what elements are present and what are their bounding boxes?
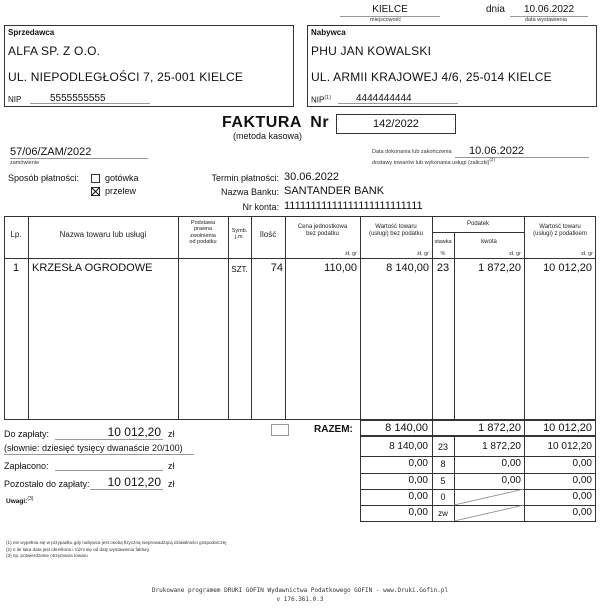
header-legal-1: Podstawa bbox=[190, 220, 216, 226]
delivery-caption-2-text: dostawy towarów lub wykonania usługi (zaliczki) bbox=[372, 159, 490, 166]
sum-divider bbox=[360, 456, 596, 457]
invoice-method: (metoda kasowa) bbox=[233, 131, 303, 141]
to-pay-label: Do zapłaty: bbox=[4, 429, 50, 439]
col-divider bbox=[524, 216, 525, 420]
header-unit-1: Symb. bbox=[231, 228, 248, 234]
bd-tax-2: 0,00 bbox=[501, 458, 521, 469]
account-number[interactable]: 11111111111111111111111111 bbox=[284, 200, 423, 212]
bd-rate-4: 0 bbox=[440, 492, 446, 502]
bd-rate-1: 23 bbox=[437, 442, 448, 452]
header-gross-2: (usługi) z podatkiem bbox=[533, 230, 587, 237]
payment-method-label: Sposób płatności: bbox=[8, 173, 80, 183]
seller-nip-field[interactable] bbox=[30, 93, 150, 104]
paid-label: Zapłacono: bbox=[4, 461, 49, 471]
transfer-label: przelew bbox=[105, 186, 137, 196]
due-date[interactable]: 30.06.2022 bbox=[284, 171, 340, 183]
place-field[interactable] bbox=[340, 4, 440, 17]
header-legal-3: zwolnienia bbox=[190, 232, 216, 239]
unit-price: zł, gr bbox=[345, 251, 357, 257]
header-legal-4: od podatku bbox=[189, 238, 217, 245]
to-pay-field[interactable] bbox=[55, 425, 163, 440]
header-legal-2: prawna bbox=[193, 226, 213, 233]
header-price-2: bez podatku bbox=[306, 230, 339, 237]
buyer-nip-label-text: NIP bbox=[311, 95, 325, 105]
bd-net-4: 0,00 bbox=[408, 491, 428, 502]
paid-currency: zł bbox=[168, 461, 175, 471]
sum-divider bbox=[595, 437, 596, 522]
buyer-heading: Nabywca bbox=[311, 28, 346, 37]
transfer-checkbox[interactable] bbox=[91, 187, 100, 196]
footnote-3: (3) np. potwierdzenie otrzymania towaru bbox=[6, 553, 88, 558]
seller-heading: Sprzedawca bbox=[8, 28, 55, 37]
row-unit: SZT. bbox=[231, 265, 248, 274]
row-lp: 1 bbox=[12, 262, 20, 274]
breakdown-grid bbox=[360, 420, 596, 522]
header-unit bbox=[228, 228, 251, 241]
header-gross-1: Wartość towaru bbox=[539, 224, 581, 230]
buyer-nip-label bbox=[311, 95, 331, 105]
cash-label: gotówka bbox=[105, 173, 139, 183]
unit-pct: % bbox=[440, 251, 446, 257]
row-gross: 10 012,20 bbox=[543, 262, 592, 274]
bd-gross-5: 0,00 bbox=[572, 507, 592, 518]
header-tax: Podatek bbox=[466, 221, 490, 227]
col-divider bbox=[360, 216, 361, 420]
invoice-number-field[interactable] bbox=[336, 114, 456, 134]
unit-gross: zł, gr bbox=[581, 251, 593, 257]
footnote-1: (1) nie wypełnia się w przypadku gdy nabywca jest osobą fizyczną nieprowadzącą działalności gospodarczej bbox=[6, 540, 227, 545]
sum-gross: 10 012,20 bbox=[543, 422, 592, 434]
delivery-date-value: 10.06.2022 bbox=[469, 145, 525, 157]
remaining-currency: zł bbox=[168, 479, 175, 489]
seller-nip-value: 5555555555 bbox=[50, 93, 106, 104]
place-value: KIELCE bbox=[372, 4, 408, 15]
amount-words[interactable]: (słownie: dziesięć tysięcy dwanaście 20/100) bbox=[4, 443, 194, 455]
check-x-icon bbox=[91, 187, 100, 196]
header-price bbox=[285, 224, 360, 238]
header-rate: stawka bbox=[434, 239, 452, 245]
col-divider bbox=[251, 216, 252, 420]
invoice-nr-label: Nr bbox=[310, 114, 330, 131]
buyer-nip-value: 4444444444 bbox=[356, 93, 412, 104]
header-net-1: Wartość towaru bbox=[375, 224, 417, 230]
place-caption: miejscowość bbox=[370, 17, 402, 23]
row-qty: 74 bbox=[270, 262, 283, 274]
issue-date-caption: data wystawienia bbox=[525, 17, 567, 23]
tax-subheader-line bbox=[432, 232, 524, 233]
col-divider bbox=[432, 216, 433, 420]
paid-field[interactable] bbox=[55, 457, 163, 471]
col-divider bbox=[285, 216, 286, 420]
invoice-title-text: FAKTURA bbox=[222, 114, 302, 131]
bank-name[interactable]: SANTANDER BANK bbox=[284, 185, 385, 197]
sum-net: 8 140,00 bbox=[385, 422, 428, 434]
buyer-nip-sup: (1) bbox=[324, 95, 332, 101]
row-rate: 23 bbox=[436, 262, 450, 274]
sum-divider bbox=[360, 521, 596, 522]
to-pay-value: 10 012,20 bbox=[107, 425, 161, 439]
due-label: Termin płatności: bbox=[211, 173, 279, 183]
bd-net-2: 0,00 bbox=[408, 458, 428, 469]
issue-date-value: 10.06.2022 bbox=[523, 4, 575, 15]
cash-checkbox[interactable] bbox=[91, 174, 100, 183]
seller-name[interactable]: ALFA SP. Z O.O. bbox=[8, 44, 101, 58]
remaining-field[interactable] bbox=[90, 475, 163, 490]
notes-label bbox=[6, 496, 33, 505]
header-name: Nazwa towaru lub usługi bbox=[59, 230, 147, 239]
buyer-nip-field[interactable] bbox=[338, 93, 458, 104]
seller-nip-label: NIP bbox=[8, 95, 22, 104]
sum-tax: 1 872,20 bbox=[478, 422, 521, 434]
rate-0-strike bbox=[454, 489, 524, 505]
row-price: 110,00 bbox=[324, 262, 357, 274]
footnote-2: (2) o ile taka data jest określona i różni się od daty wystawienia faktury bbox=[6, 546, 150, 552]
footer-version: v 176.361.0.3 bbox=[276, 596, 324, 603]
order-number-field[interactable] bbox=[10, 146, 148, 159]
sum-divider bbox=[360, 473, 596, 474]
delivery-sup: (2) bbox=[489, 157, 495, 162]
row-tax: 1 872,20 bbox=[478, 262, 521, 274]
bd-gross-3: 0,00 bbox=[572, 475, 592, 486]
seller-address[interactable]: UL. NIEPODLEGŁOŚCI 7, 25-001 KIELCE bbox=[8, 70, 244, 84]
header-gross bbox=[524, 224, 596, 238]
bd-gross-2: 0,00 bbox=[572, 458, 592, 469]
header-legal bbox=[178, 220, 228, 245]
bd-rate-3: 5 bbox=[440, 476, 446, 486]
buyer-name[interactable]: PHU JAN KOWALSKI bbox=[311, 44, 432, 58]
items-table bbox=[4, 216, 596, 420]
notes-sup: (3) bbox=[27, 496, 34, 502]
bank-label: Nazwa Banku: bbox=[220, 187, 279, 197]
col-divider bbox=[178, 216, 179, 420]
sum-marker-box bbox=[271, 424, 289, 436]
unit-amount: zł, gr bbox=[509, 251, 521, 257]
bd-net-1: 8 140,00 bbox=[389, 441, 428, 452]
account-label: Nr konta: bbox=[242, 202, 279, 212]
bd-net-3: 0,00 bbox=[408, 475, 428, 486]
header-net-2: (usługi) bez podatku bbox=[368, 230, 424, 237]
sum-divider bbox=[432, 420, 433, 522]
invoice-number-value: 142/2022 bbox=[373, 118, 419, 130]
bd-gross-1: 10 012,20 bbox=[547, 441, 592, 452]
remaining-value: 10 012,20 bbox=[107, 475, 161, 489]
order-caption: zamówienie bbox=[10, 160, 40, 166]
bd-tax-1: 1 872,20 bbox=[482, 441, 521, 452]
col-divider bbox=[28, 216, 29, 420]
invoice-title bbox=[222, 114, 329, 132]
to-pay-currency: zł bbox=[168, 429, 175, 439]
remaining-label: Pozostało do zapłaty: bbox=[4, 479, 90, 489]
notes-label-text: Uwagi: bbox=[6, 498, 28, 506]
order-number-value: 57/06/ZAM/2022 bbox=[10, 146, 92, 158]
header-qty: Ilość bbox=[259, 230, 277, 239]
col-divider bbox=[454, 232, 455, 420]
header-price-1: Cena jednostkowa bbox=[297, 224, 348, 230]
header-amount: kwota bbox=[481, 239, 497, 245]
rate-zw-strike bbox=[454, 505, 524, 521]
sum-label: RAZEM: bbox=[314, 424, 353, 435]
row-net: 8 140,00 bbox=[386, 262, 429, 274]
table-header-divider bbox=[4, 258, 596, 259]
row-name: KRZESŁA OGRODOWE bbox=[32, 262, 153, 274]
issue-date-field[interactable] bbox=[510, 4, 588, 17]
table-row[interactable] bbox=[4, 262, 596, 278]
col-divider bbox=[228, 216, 229, 420]
footer-program: Drukowane programem DRUKI GOFIN Wydawnictwa Podatkowego GOFIN - www.Druki.Gofin.pl bbox=[151, 587, 449, 594]
delivery-caption-1: Data dokonania lub zakończenia bbox=[372, 149, 452, 155]
unit-net: zł, gr bbox=[417, 251, 429, 257]
bd-rate-2: 8 bbox=[440, 459, 446, 469]
header-lp: Lp. bbox=[10, 230, 22, 239]
date-prefix: dnia bbox=[486, 4, 505, 15]
bd-rate-5: zw bbox=[438, 509, 448, 518]
header-net bbox=[360, 224, 432, 238]
buyer-address[interactable]: UL. ARMII KRAJOWEJ 4/6, 25-014 KIELCE bbox=[311, 70, 552, 84]
bd-gross-4: 0,00 bbox=[572, 491, 592, 502]
bd-net-5: 0,00 bbox=[408, 507, 428, 518]
bd-tax-3: 0,00 bbox=[501, 475, 521, 486]
header-unit-2: j.m. bbox=[235, 234, 244, 241]
footnotes bbox=[6, 540, 226, 560]
delivery-caption-2 bbox=[372, 157, 495, 166]
